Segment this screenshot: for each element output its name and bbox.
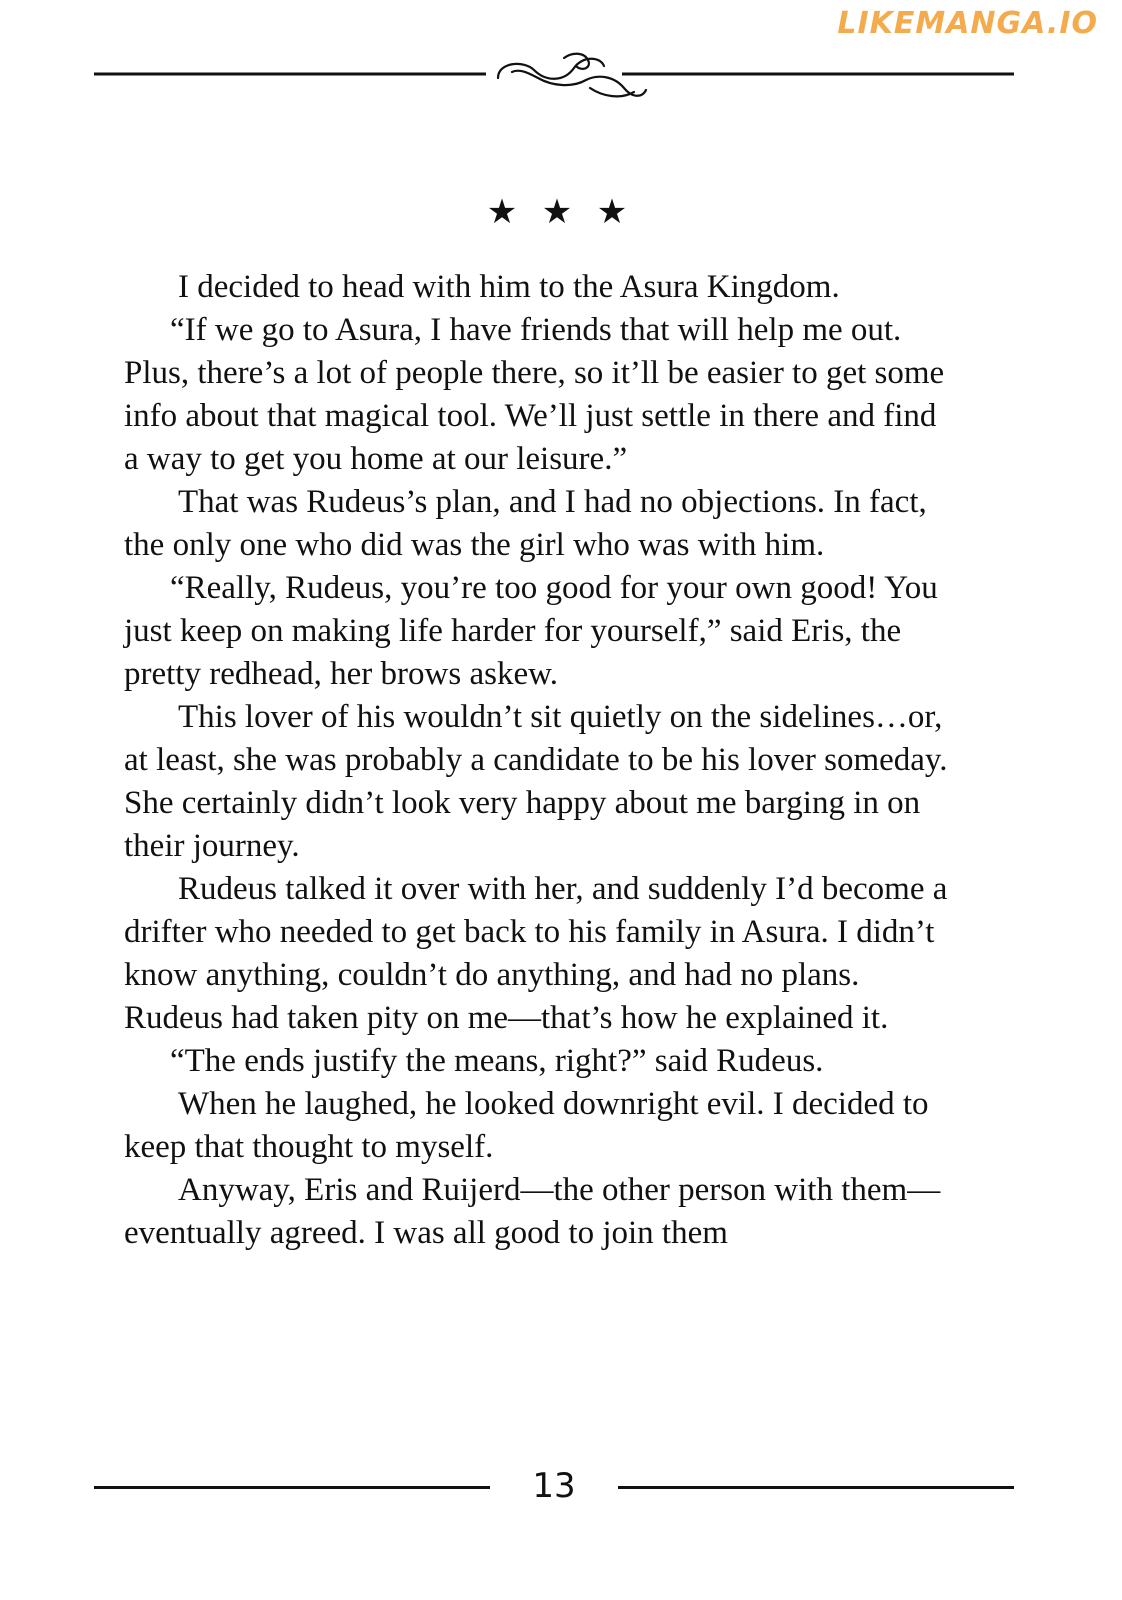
paragraph: “Really, Rudeus, you’re too good for your own good! You just keep on making life harder for yourself,” said Eris, the pretty redhead, her brows askew. bbox=[124, 570, 938, 692]
site-watermark: LIKEMANGA.IO bbox=[837, 6, 1098, 41]
page-number: 13 bbox=[532, 1466, 576, 1506]
paragraph: “If we go to Asura, I have friends that will help me out. Plus, there’s a lot of people there, so it’ll be easier to get some info about that magical tool. We’ll just settle in there and find a way to get you home at our leisure.” bbox=[124, 312, 945, 477]
paragraph: This lover of his wouldn’t sit quietly on the sidelines…or, at least, she was probably a candidate to be his lover someday. She certainly didn’t look very happy about me barging in on their journey. bbox=[124, 699, 948, 864]
paragraph: Anyway, Eris and Ruijerd—the other person with them—eventually agreed. I was all good to join them bbox=[124, 1172, 941, 1251]
paragraph: That was Rudeus’s plan, and I had no objections. In fact, the only one who did was the girl who was with him. bbox=[124, 484, 927, 563]
scene-break: ★ ★ ★ bbox=[486, 194, 636, 231]
paragraph: I decided to head with him to the Asura Kingdom. bbox=[178, 269, 840, 305]
paragraph: Rudeus talked it over with her, and suddenly I’d become a drifter who needed to get back to his family in Asura. I didn’t know anything, couldn’t do anything, and had no plans. Rudeus had taken pity on me—that’s how he explained it. bbox=[124, 871, 948, 1036]
flourish-divider-icon bbox=[94, 48, 1014, 108]
paragraph: “The ends justify the means, right?” said Rudeus. bbox=[170, 1043, 824, 1079]
paragraph: When he laughed, he looked downright evil. I decided to keep that thought to myself. bbox=[124, 1086, 929, 1165]
footer-rule-right bbox=[618, 1486, 1014, 1489]
page-footer bbox=[94, 1462, 1014, 1512]
body-text bbox=[124, 266, 954, 1255]
